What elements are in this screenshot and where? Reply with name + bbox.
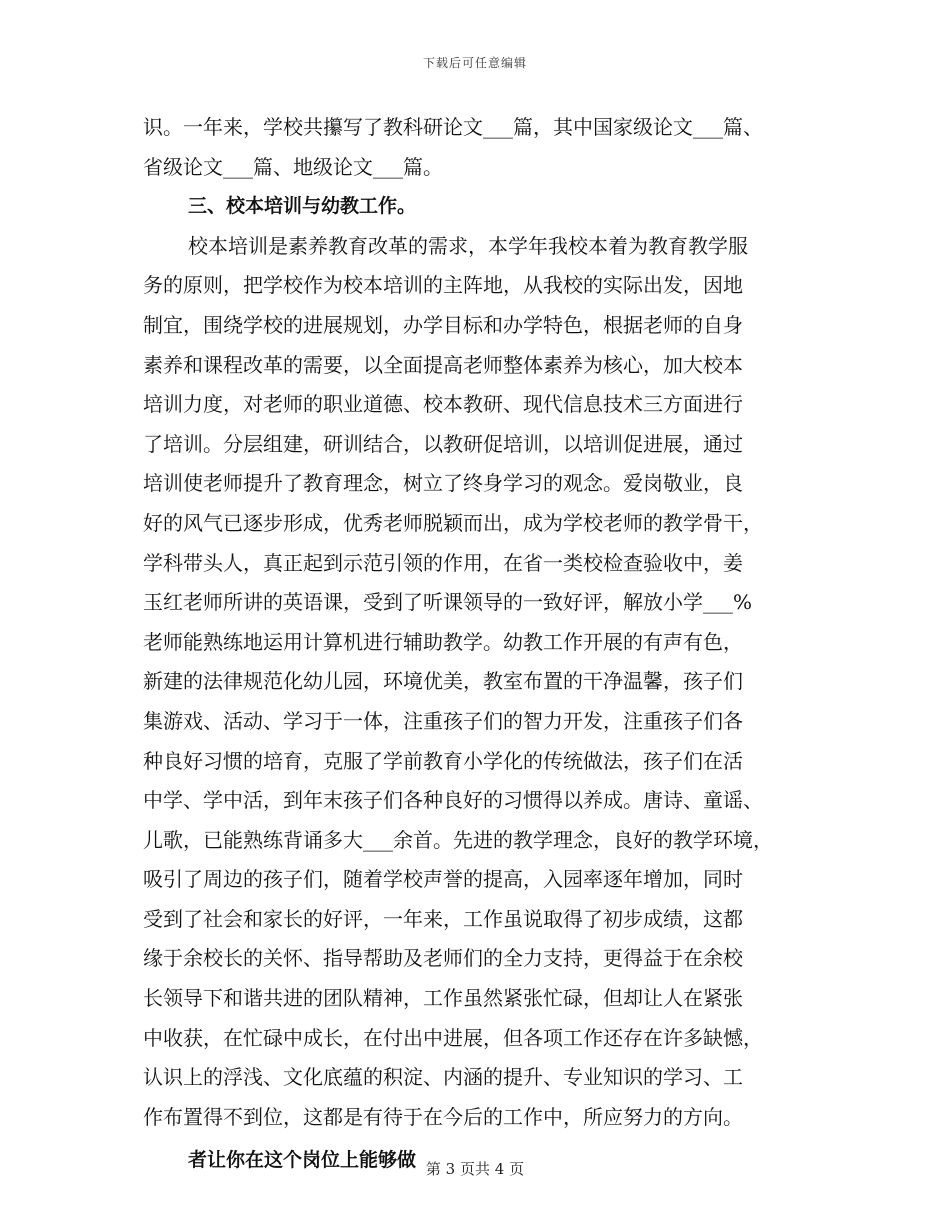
paragraph-line: 认识上的浮浅、文化底蕴的积淀、内涵的提升、专业知识的学习、工	[143, 1065, 743, 1090]
paragraph-line: 省级论文___篇、地级论文___篇。	[143, 154, 443, 179]
paragraph-line: 新建的法律规范化幼儿园，环境优美，教室布置的干净温馨，孩子们	[143, 669, 743, 694]
paragraph-line: 受到了社会和家长的好评，一年来，工作虽说取得了初步成绩，这都	[143, 906, 743, 931]
paragraph-line: 制宜，围绕学校的进展规划，办学目标和办学特色，根据老师的自身	[143, 312, 743, 337]
paragraph-line: 培训使老师提升了教育理念，树立了终身学习的观念。爱岗敬业，良	[143, 471, 743, 496]
paragraph-line: 中收获，在忙碌中成长，在付出中进展，但各项工作还存在许多缺憾，	[143, 1025, 763, 1050]
paragraph-line: 了培训。分层组建，研训结合，以教研促培训，以培训促进展，通过	[143, 431, 743, 456]
paragraph-line: 吸引了周边的孩子们，随着学校声誉的提高，入园率逐年增加，同时	[143, 867, 743, 892]
paragraph-line: 种良好习惯的培育，克服了学前教育小学化的传统做法，孩子们在活	[143, 748, 743, 773]
paragraph-line: 培训力度，对老师的职业道德、校本教研、现代信息技术三方面进行	[143, 392, 743, 417]
paragraph-line: 缘于余校长的关怀、指导帮助及老师们的全力支持，更得益于在余校	[143, 946, 743, 971]
paragraph-line: 玉红老师所讲的英语课，受到了听课领导的一致好评，解放小学___%	[143, 590, 753, 615]
paragraph-line: 老师能熟练地运用计算机进行辅助教学。幼教工作开展的有声有色，	[143, 629, 743, 654]
paragraph-line: 长领导下和谐共进的团队精神，工作虽然紧张忙碌，但却让人在紧张	[143, 986, 743, 1011]
paragraph-line: 儿歌，已能熟练背诵多大___余首。先进的教学理念，良好的教学环境，	[143, 827, 773, 852]
paragraph-line: 校本培训是素养教育改革的需求，本学年我校本着为教育教学服	[188, 233, 748, 258]
closing-heading: 者让你在这个岗位上能够做	[188, 1149, 417, 1172]
paragraph-line: 好的风气已逐步形成，优秀老师脱颖而出，成为学校老师的教学骨干，	[143, 510, 763, 535]
paragraph-line: 中学、学中活，到年末孩子们各种良好的习惯得以养成。唐诗、童谣、	[143, 788, 763, 813]
paragraph-line: 作布置得不到位，这都是有待于在今后的工作中，所应努力的方向。	[143, 1104, 743, 1129]
paragraph-line: 学科带头人，真正起到示范引领的作用，在省一类校检查验收中，姜	[143, 550, 743, 575]
section-heading: 三、校本培训与幼教工作。	[188, 195, 417, 218]
page-number: 第 3 页共 4 页	[425, 1160, 525, 1178]
paragraph-line: 集游戏、活动、学习于一体，注重孩子们的智力开发，注重孩子们各	[143, 708, 743, 733]
header-note: 下载后可任意编辑	[422, 56, 527, 70]
paragraph-line: 素养和课程改革的需要，以全面提高老师整体素养为核心，加大校本	[143, 352, 743, 377]
paragraph-line: 识。一年来，学校共攥写了教科研论文___篇，其中国家级论文___篇、	[143, 115, 763, 139]
document-body	[143, 108, 811, 1181]
paragraph-line: 务的原则，把学校作为校本培训的主阵地，从我校的实际出发，因地	[143, 273, 743, 298]
